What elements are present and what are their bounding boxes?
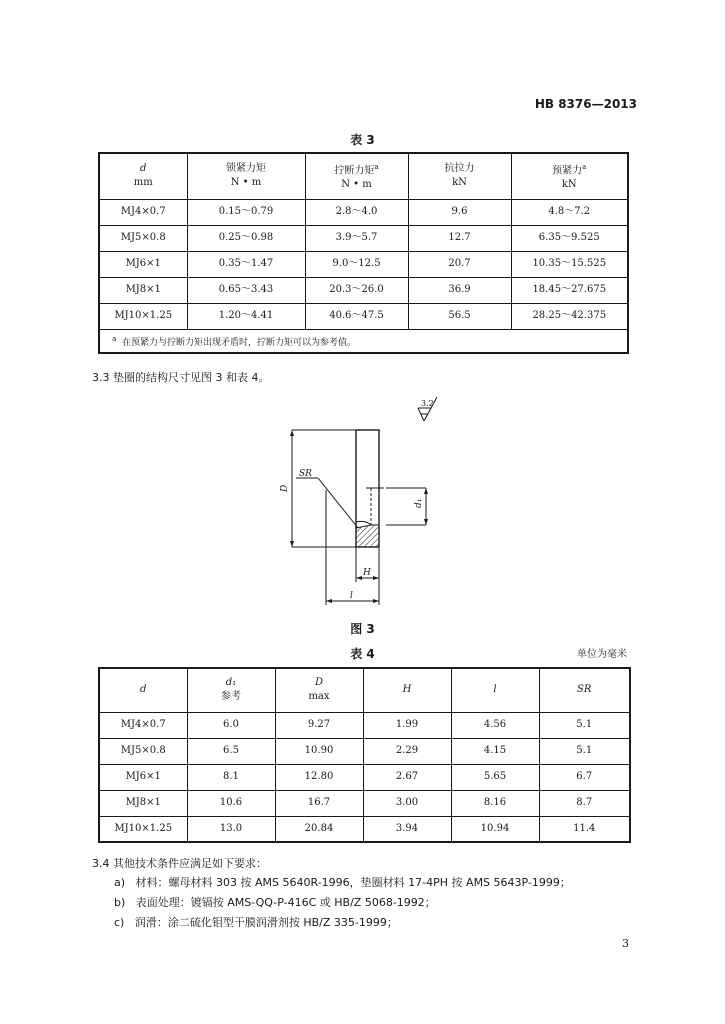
standard-code: HB 8376—2013 <box>534 97 637 111</box>
list-item: b) 表面处理：镀镉按 AMS-QQ-P-416C 或 HB/Z 5068-1992； <box>114 896 436 909</box>
table-cell: 6.5 <box>187 738 275 764</box>
table-cell: MJ6×1 <box>99 251 187 277</box>
table-cell: MJ4×0.7 <box>99 712 187 738</box>
table-cell: 10.35～15.525 <box>511 251 628 277</box>
table-cell: 8.16 <box>451 790 539 816</box>
section-3-4-heading: 3.4 其他技术条件应满足如下要求： <box>92 857 267 870</box>
figure3-caption: 图 3 <box>350 622 375 636</box>
page-number: 3 <box>622 937 629 950</box>
label-l: l <box>350 591 353 601</box>
table3-footnote-row <box>99 329 628 353</box>
table3-footnote: $^a$ 在预紧力与拧断力矩出现矛盾时，拧断力矩可以为参考值。 <box>99 329 628 353</box>
table-cell: MJ4×0.7 <box>99 199 187 225</box>
list-item: a) 材料：螺母材料 303 按 AMS 5640R-1996，垫圈材料 17-4PH 按 AMS 5643P-1999； <box>114 876 571 889</box>
table-cell: 1.99 <box>363 712 451 738</box>
table-cell: 0.25～0.98 <box>187 225 305 251</box>
table-cell: 5.65 <box>451 764 539 790</box>
table-row <box>99 816 630 842</box>
table3-header-tensile-force: 抗拉力 kN <box>408 153 511 199</box>
table-cell: 0.65～3.43 <box>187 277 305 303</box>
table-cell: 10.90 <box>275 738 363 764</box>
table-row <box>99 712 630 738</box>
table-row <box>99 199 628 225</box>
table4 <box>98 667 631 843</box>
table3-header-d: d mm <box>99 153 187 199</box>
table-cell: MJ8×1 <box>99 790 187 816</box>
table-cell: MJ6×1 <box>99 764 187 790</box>
table-row <box>99 251 628 277</box>
table-cell: 9.0～12.5 <box>305 251 408 277</box>
table-row <box>99 303 628 329</box>
table-cell: 8.1 <box>187 764 275 790</box>
table3-caption: 表 3 <box>350 133 375 147</box>
table-cell: 20.84 <box>275 816 363 842</box>
table-cell: 8.7 <box>539 790 630 816</box>
table4-header-l: l <box>451 668 539 712</box>
roughness-value: 3.2 <box>421 399 434 408</box>
table-cell: 3.94 <box>363 816 451 842</box>
table4-header-SR: SR <box>539 668 630 712</box>
table-cell: 11.4 <box>539 816 630 842</box>
table-row <box>99 738 630 764</box>
table-cell: MJ10×1.25 <box>99 303 187 329</box>
table-cell: 2.67 <box>363 764 451 790</box>
table-cell: 6.0 <box>187 712 275 738</box>
list-item: c) 润滑：涂二硫化钼型干膜润滑剂按 HB/Z 335-1999； <box>114 916 398 929</box>
table-cell: 12.80 <box>275 764 363 790</box>
table-cell: 5.1 <box>539 738 630 764</box>
table-cell: 20.3～26.0 <box>305 277 408 303</box>
table-cell: 10.6 <box>187 790 275 816</box>
table-cell: MJ5×0.8 <box>99 738 187 764</box>
table3 <box>98 152 629 354</box>
table-cell: 13.0 <box>187 816 275 842</box>
table-cell: 12.7 <box>408 225 511 251</box>
table-cell: 4.8～7.2 <box>511 199 628 225</box>
table-cell: 5.1 <box>539 712 630 738</box>
table-cell: 2.29 <box>363 738 451 764</box>
label-sr: SR <box>299 469 312 479</box>
table-cell: 40.6～47.5 <box>305 303 408 329</box>
table-cell: 28.25～42.375 <box>511 303 628 329</box>
table-cell: 20.7 <box>408 251 511 277</box>
table-cell: 1.20～4.41 <box>187 303 305 329</box>
table4-header-H: H <box>363 668 451 712</box>
table3-header-breaking-torque: 拧断力矩$^a$ N • m <box>305 153 408 199</box>
label-h: H <box>363 568 371 578</box>
table-row <box>99 225 628 251</box>
table-cell: 9.6 <box>408 199 511 225</box>
table-cell: 16.7 <box>275 790 363 816</box>
table4-header-D: D max <box>275 668 363 712</box>
section-3-3: 3.3 垫圈的结构尺寸见图 3 和表 4。 <box>92 371 270 384</box>
table-cell: 4.15 <box>451 738 539 764</box>
table3-header-preload: 预紧力$^a$ kN <box>511 153 628 199</box>
table-row <box>99 790 630 816</box>
washer-section-hatch <box>356 525 379 547</box>
table-cell: MJ5×0.8 <box>99 225 187 251</box>
table3-header-row <box>99 153 628 199</box>
label-d-outer: D <box>280 484 290 492</box>
table-cell: 9.27 <box>275 712 363 738</box>
table4-header-d: d <box>99 668 187 712</box>
table-row <box>99 277 628 303</box>
table-cell: 3.9～5.7 <box>305 225 408 251</box>
table-cell: 3.00 <box>363 790 451 816</box>
table-cell: 56.5 <box>408 303 511 329</box>
label-d1: d₁ <box>414 498 424 508</box>
table3-header-locking-torque: 锁紧力矩 N • m <box>187 153 305 199</box>
table-cell: 0.15～0.79 <box>187 199 305 225</box>
table4-unit-note: 单位为毫米 <box>577 649 627 660</box>
figure3-drawing <box>270 395 460 610</box>
table-cell: 6.7 <box>539 764 630 790</box>
table-cell: 2.8～4.0 <box>305 199 408 225</box>
table-cell: 36.9 <box>408 277 511 303</box>
table-row <box>99 764 630 790</box>
table-cell: 6.35～9.525 <box>511 225 628 251</box>
table-cell: 10.94 <box>451 816 539 842</box>
table-cell: 18.45～27.675 <box>511 277 628 303</box>
table4-caption: 表 4 <box>350 647 375 661</box>
table-cell: 4.56 <box>451 712 539 738</box>
table4-header-d1: d₁ 参考 <box>187 668 275 712</box>
table-cell: MJ8×1 <box>99 277 187 303</box>
table-cell: MJ10×1.25 <box>99 816 187 842</box>
table4-header-row <box>99 668 630 712</box>
table-cell: 0.35～1.47 <box>187 251 305 277</box>
